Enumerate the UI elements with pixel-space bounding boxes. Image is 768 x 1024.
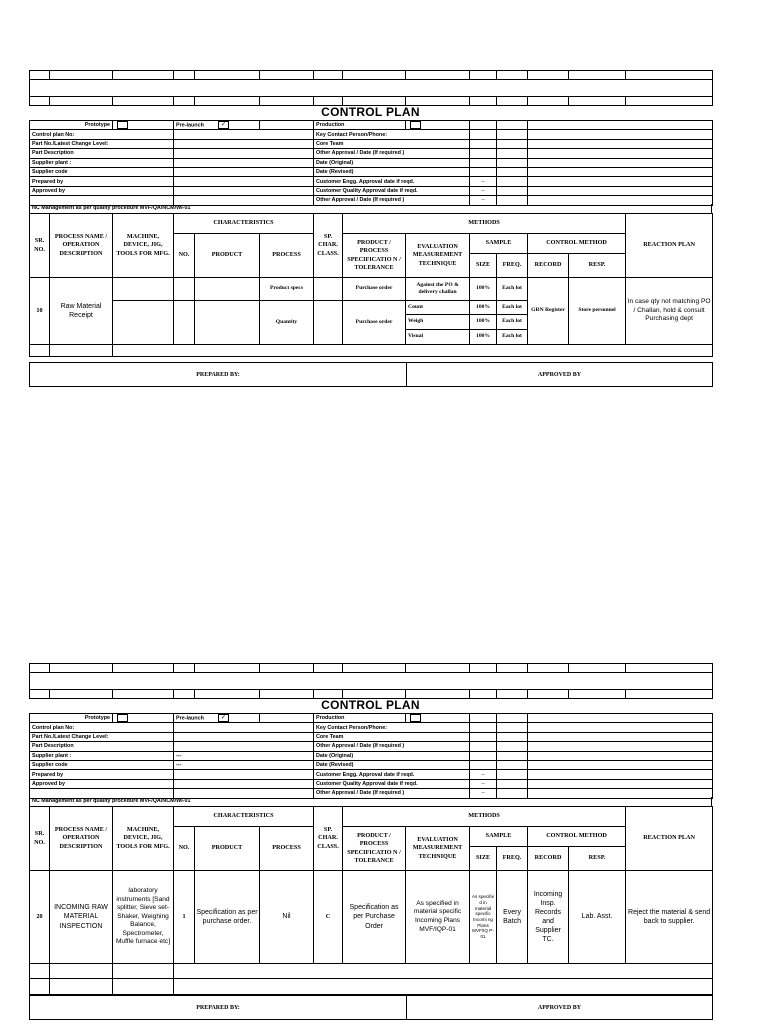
control-plan-sheet-2 (29, 663, 712, 1013)
reaction-plan-header: REACTION PLAN (626, 807, 713, 871)
info-value[interactable] (174, 167, 314, 176)
methods-header: METHODS (343, 807, 626, 827)
freq-header: FREQ. (497, 847, 528, 871)
process-name-header: PROCESS NAME / OPERATION DESCRIPTION (50, 807, 113, 871)
no-cell: 1 (174, 871, 195, 964)
info-label: Core Team (314, 732, 470, 741)
characteristics-header: CHARACTERISTICS (174, 214, 314, 234)
machine-cell: laboratory instruments [Sand splitter, Sieve set-Shaker, Weighing Balance, Spectrometer, Muffle furnace etc] (113, 871, 174, 964)
plan-info-table (29, 713, 713, 799)
reaction-plan-cell: Reject the material & send back to supplier. (626, 871, 713, 964)
sample-header: SAMPLE (470, 827, 528, 847)
production-label: Production (314, 121, 406, 130)
info-value[interactable] (174, 742, 314, 751)
prototype-label: Prototype (30, 121, 113, 130)
info-label: Supplier code (30, 760, 174, 769)
prelaunch-checkbox[interactable]: ✓ (218, 121, 229, 129)
characteristics-header: CHARACTERISTICS (174, 807, 314, 827)
info-label: Other Approval / Date (If required ) (314, 789, 470, 798)
prepared-by-field[interactable]: PREPARED BY: (30, 363, 407, 387)
prototype-checkbox[interactable] (113, 121, 174, 130)
info-label: Date (Original) (314, 158, 470, 167)
production-checkbox[interactable] (406, 714, 470, 723)
info-value[interactable]: -- (470, 177, 497, 186)
resp-cell: Store personnel (569, 278, 626, 345)
info-label: Other Approval / Date (If required ) (314, 196, 470, 205)
info-value[interactable]: -- (470, 789, 497, 798)
info-value[interactable] (174, 186, 314, 195)
info-value[interactable]: --- (174, 751, 314, 760)
process-char-cell: Nil (260, 871, 314, 964)
process-name-header: PROCESS NAME / OPERATION DESCRIPTION (50, 214, 113, 278)
specification-header: PRODUCT / PROCESS SPECIFICATIO N / TOLERANCE (343, 234, 406, 278)
sr-no-cell: 20 (30, 871, 50, 964)
sr-no-header: SR. NO. (30, 807, 50, 871)
machine-header: MACHINE, DEVICE, JIG, TOOLS FOR MFG. (113, 807, 174, 871)
info-label: Date (Revised) (314, 760, 470, 769)
info-value[interactable] (174, 177, 314, 186)
spec-cell: Purchase order (343, 278, 406, 301)
info-label: Customer Engg. Approval date if reqd. (314, 770, 470, 779)
prelaunch-checkbox[interactable]: ✓ (218, 714, 229, 722)
info-value[interactable] (470, 158, 497, 167)
eval-cell: As specified in material specific Incoming Plans MVF/IQP-01 (406, 871, 470, 964)
control-plan-sheet-1 (29, 70, 712, 383)
specification-header: PRODUCT / PROCESS SPECIFICATIO N / TOLERANCE (343, 827, 406, 871)
info-value[interactable] (470, 723, 497, 732)
info-value[interactable] (470, 139, 497, 148)
info-label: Customer Quality Approval date if reqd. (314, 779, 470, 788)
info-label: Supplier code (30, 167, 174, 176)
approved-by-field[interactable]: APPROVED BY (407, 996, 713, 1020)
info-value[interactable]: -- (470, 770, 497, 779)
info-value[interactable] (174, 130, 314, 139)
process-header: PROCESS (260, 827, 314, 871)
info-label: Part No./Latest Change Level: (30, 139, 174, 148)
record-cell: GRN Register (528, 278, 569, 345)
size-cell: 100% (470, 278, 497, 301)
spec-cell: Specification as per Purchase Order (343, 871, 406, 964)
info-value[interactable] (174, 158, 314, 167)
control-method-header: CONTROL METHOD (528, 234, 626, 254)
resp-header: RESP. (569, 847, 626, 871)
info-value[interactable] (470, 751, 497, 760)
info-value[interactable] (174, 770, 314, 779)
signoff-table (29, 995, 713, 1020)
production-checkbox[interactable] (406, 121, 470, 130)
info-label: Prepared by (30, 770, 174, 779)
sp-char-class-header: SP. CHAR. CLASS. (314, 807, 343, 871)
info-label: Part Description (30, 742, 174, 751)
reaction-plan-cell: In case qty not matching PO / Challan, hold & consult Purchasing dept (626, 278, 713, 345)
info-label: Prepared by (30, 177, 174, 186)
process-name-cell: INCOMING RAW MATERIAL INSPECTION (50, 871, 113, 964)
production-label: Production (314, 714, 406, 723)
eval-cell: Count (406, 301, 470, 315)
info-value[interactable] (470, 167, 497, 176)
info-label: Customer Engg. Approval date if reqd. (314, 177, 470, 186)
control-plan-main-table (29, 213, 713, 357)
record-cell: Incoming Insp. Records and Supplier TC. (528, 871, 569, 964)
evaluation-header: EVALUATION MEASUREMENT TECHNIQUE (406, 234, 470, 278)
info-label: Supplier plant : (30, 158, 174, 167)
info-label: Other Approval / Date (If required ) (314, 149, 470, 158)
info-label: Key Contact Person/Phone: (314, 130, 470, 139)
info-value[interactable] (470, 742, 497, 751)
size-cell: 100% (470, 330, 497, 345)
info-label: Supplier plant : (30, 751, 174, 760)
spec-cell: Purchase order (343, 301, 406, 345)
prelaunch-label: Pre-launch ✓ (174, 121, 260, 130)
freq-header: FREQ. (497, 254, 528, 278)
info-label: Part No./Latest Change Level: (30, 732, 174, 741)
reaction-plan-header: REACTION PLAN (626, 214, 713, 278)
record-header: RECORD (528, 254, 569, 278)
methods-header: METHODS (343, 214, 626, 234)
sp-char-cell: C (314, 871, 343, 964)
freq-cell: Each lot (497, 330, 528, 345)
approved-by-field[interactable]: APPROVED BY (407, 363, 713, 387)
info-label: Date (Revised) (314, 167, 470, 176)
info-value[interactable] (174, 732, 314, 741)
info-value[interactable] (174, 149, 314, 158)
info-value[interactable] (470, 130, 497, 139)
resp-header: RESP. (569, 254, 626, 278)
info-label: Part Description (30, 149, 174, 158)
prototype-checkbox[interactable] (113, 714, 174, 723)
eval-cell: Visual (406, 330, 470, 345)
process-char-cell: Quantity (260, 301, 314, 345)
blank-header-grid (29, 663, 713, 699)
info-label: Control plan No: (30, 130, 174, 139)
size-cell: 100% (470, 315, 497, 330)
prepared-by-field[interactable]: PREPARED BY: (30, 996, 407, 1020)
freq-cell: Every Batch (497, 871, 528, 964)
page-title: CONTROL PLAN (321, 698, 420, 712)
eval-cell: Weigh (406, 315, 470, 330)
info-value[interactable] (174, 723, 314, 732)
no-header: NO. (174, 827, 195, 871)
info-value[interactable]: --- (174, 760, 314, 769)
info-value[interactable] (174, 139, 314, 148)
process-name-cell: Raw Material Receipt (50, 278, 113, 345)
sr-no-cell: 10 (30, 278, 50, 345)
info-label: Date (Original) (314, 751, 470, 760)
prototype-label: Prototype (30, 714, 113, 723)
size-header: SIZE (470, 847, 497, 871)
nc-management-note: NC Management as per quality procedure MVF/QA/NCM/WI-01 (29, 204, 712, 213)
info-label: Other Approval / Date (If required ) (314, 742, 470, 751)
resp-cell: Lab. Asst. (569, 871, 626, 964)
process-header: PROCESS (260, 234, 314, 278)
sr-no-header: SR. NO. (30, 214, 50, 278)
info-value[interactable]: -- (470, 196, 497, 205)
prelaunch-label: Pre-launch ✓ (174, 714, 260, 723)
info-value[interactable] (470, 732, 497, 741)
plan-info-table (29, 120, 713, 206)
info-value[interactable]: -- (470, 779, 497, 788)
record-header: RECORD (528, 847, 569, 871)
info-value[interactable] (470, 149, 497, 158)
product-header: PRODUCT (195, 827, 260, 871)
info-label: Approved by (30, 186, 174, 195)
info-label: Customer Quality Approval date if reqd. (314, 186, 470, 195)
size-cell: As specifie d in material specific Incomi ng Plans MVF/IQ P-01 (470, 871, 497, 964)
info-label: Control plan No: (30, 723, 174, 732)
evaluation-header: EVALUATION MEASUREMENT TECHNIQUE (406, 827, 470, 871)
sp-char-class-header: SP. CHAR. CLASS. (314, 214, 343, 278)
product-header: PRODUCT (195, 234, 260, 278)
eval-cell: Against the PO & delivery challan (406, 278, 470, 301)
info-value[interactable] (174, 779, 314, 788)
info-label: Core Team (314, 139, 470, 148)
info-label: Approved by (30, 779, 174, 788)
info-value[interactable]: -- (470, 186, 497, 195)
size-cell: 100% (470, 301, 497, 315)
nc-management-note: NC Management as per quality procedure MVF/QA/NCM/WI-01 (29, 797, 712, 806)
freq-cell: Each lot (497, 315, 528, 330)
signoff-table (29, 362, 713, 387)
info-label: Key Contact Person/Phone: (314, 723, 470, 732)
product-cell: Specification as per purchase order. (195, 871, 260, 964)
control-plan-main-table (29, 806, 713, 995)
machine-header: MACHINE, DEVICE, JIG, TOOLS FOR MFG. (113, 214, 174, 278)
sample-header: SAMPLE (470, 234, 528, 254)
size-header: SIZE (470, 254, 497, 278)
control-method-header: CONTROL METHOD (528, 827, 626, 847)
page-title: CONTROL PLAN (321, 105, 420, 119)
freq-cell: Each lot (497, 301, 528, 315)
process-char-cell: Product specs (260, 278, 314, 301)
no-header: NO. (174, 234, 195, 278)
info-value[interactable] (470, 760, 497, 769)
blank-header-grid (29, 70, 713, 106)
freq-cell: Each lot (497, 278, 528, 301)
